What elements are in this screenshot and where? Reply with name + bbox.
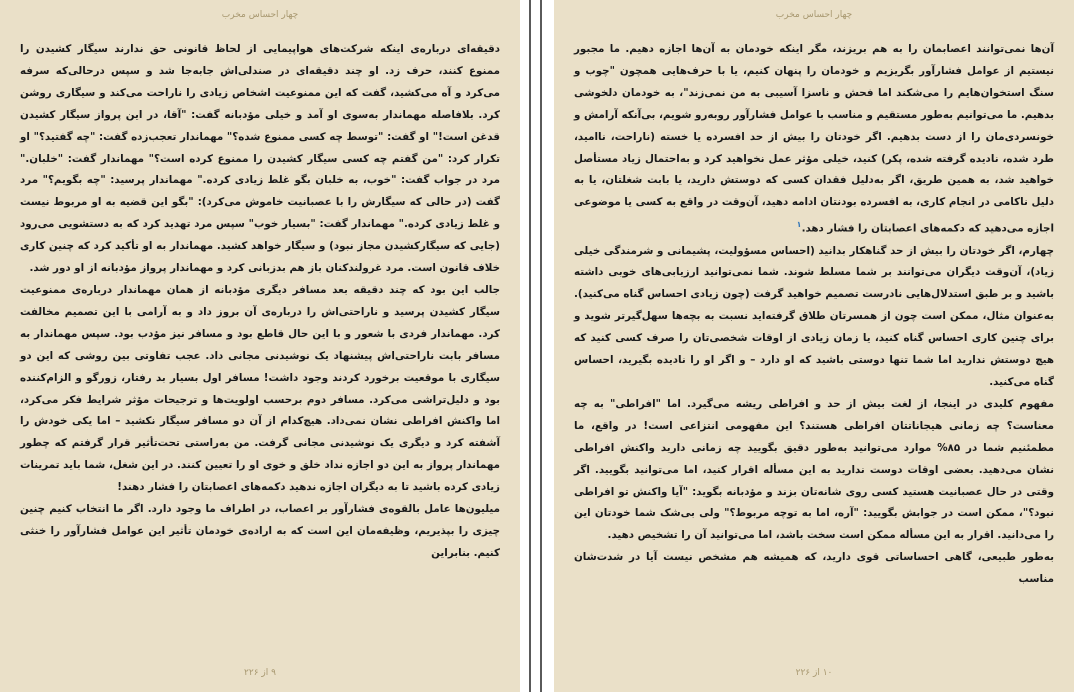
- page-number: ۱۰ از ۲۲۶: [795, 668, 833, 678]
- paragraph: جالب این بود که چند دقیقه بعد مسافر دیگری مؤدبانه از همان مهماندار درباره‌ی ممنوعیت سیگار کشیدن پرسید و ناراحتی‌اش را درباره‌ی آن بروز داد و به آرامی با این تصمیم مخالفت کرد. مهماندار فردی با شعور و با این حال قاطع بود و مسافر نیز مؤدب بود. سپس مهماندار به مسافر بابت ناراحتی‌اش پیشنهاد یک نوشیدنی مجانی داد. عجب تفاوتی بین روشی که این دو سیگاری با موقعیت برخورد کردند وجود داشت! مسافر اول بسیار بد رفتار، زورگو و الزام‌کننده بود و دلیل‌تراشی می‌کرد. مسافر دوم برحسب اولویت‌ها و ترجیحات مؤثر شرایط فکر می‌کرد، اما واکنش افراطی نشان نمی‌داد. هیچ‌کدام از آن دو مسافر سیگار نکشید – اما یکی خودش را آشفته کرد و دیگری یک نوشیدنی مجانی گرفت. من به‌راستی تحت‌تأثیر قرار گرفتم که چطور مهماندار پرواز به این دو اجازه نداد خلق و خوی او را تعیین کنند. در این شغل، شما باید تمرینات زیادی کرده باشید تا به دیگران اجازه ندهید دکمه‌های اعصابتان را فشار دهند!: [20, 283, 500, 494]
- footnote-link[interactable]: ۱: [796, 220, 802, 230]
- paragraph: [574, 39, 1054, 241]
- page-header: چهار احساس مخرب: [221, 10, 299, 20]
- paragraph: میلیون‌ها عامل بالقوه‌ی فشارآور بر اعصاب، در اطراف ما وجود دارد. اگر ما انتخاب کنیم چنین چیزی را بپذیریم، وظیفه‌مان این است که به اراده‌ی خودمان تأثیر این عوامل فشارآور را خنثی کنیم. بنابراین: [20, 503, 500, 559]
- paragraph: مفهوم کلیدی در اینجا، از لغت بیش از حد و افراطی ریشه می‌گیرد. اما "افراطی" به چه معناست؟ چه زمانی هیجاناتتان افراطی هستند؟ این مفهومی انتزاعی است! در واقع، ما مطمئنیم شما در ۸۵% موارد می‌توانید به‌طور دقیق بگویید چه زمانی دارید واکنش افراطی نشان می‌دهید. بعضی اوقات دوست ندارید به این مسأله اقرار کنید، اما می‌توانید بگویید. اگر وقتی در حال عصبانیت هستید کسی روی شانه‌تان بزند و مؤدبانه بگوید: "آیا واکنش تو افراطی نبود؟"، ممکن است در جوابش بگویید: "آره، اما به توچه مربوط؟" ولی بی‌شک شما خودتان این را می‌دانید. اقرار به این مسأله ممکن است سخت باشد، اما می‌توانید آن را تشخیص دهید.: [574, 397, 1054, 542]
- paragraph-text: آن‌ها نمی‌توانند اعصابمان را به هم بریزند، مگر اینکه خودمان به آن‌ها اجازه دهیم. ما مجبور نیستیم از عوامل فشارآور بگریزیم و خودمان را پنهان کنیم، یا با حرف‌هایی همچون "چوب و سنگ استخوان‌هایم را می‌شکند اما فحش و ناسزا آسیبی به من نمی‌زند"، به خودمان دلخوشی بدهیم. ما می‌توانیم به‌طور مستقیم و مناسب با عوامل فشارآور روبه‌رو شویم، بی‌آنکه آرامش و خونسردی‌مان را از دست بدهیم. اگر خودتان را بیش از حد افسرده یا خسته (ناراحت، ناامید، طرد شده، نادیده گرفته شده، پکر) کنید، خیلی مؤثر عمل نخواهید کرد و به‌احتمال زیاد مستأصل خواهید شد، به همین طریق، اگر به‌دلیل فقدان کسی که دوستش دارید، یا بابت شغلتان، یا به دلیل ناکامی در انجام کاری، به افسرده بودنتان ادامه دهید، آن‌وقت در واقع به کسی یا موضوعی اجازه می‌دهید که دکمه‌های اعصابتان را فشار دهد.: [574, 43, 1054, 235]
- paragraph: به‌طور طبیعی، گاهی احساساتی قوی دارید، که همیشه هم مشخص نیست آیا در شدت‌شان مناسب: [574, 551, 1054, 586]
- right-page: [554, 0, 1074, 692]
- paragraph: چهارم، اگر خودتان را بیش از حد گناهکار بدانید (احساس مسؤولیت، پشیمانی و شرمندگی خیلی زیاد)، آن‌وقت دیگران می‌توانند بر شما مسلط شوند. شما نمی‌توانید ارزیابی‌های خوبی داشته باشید و بر طبق استدلال‌هایی نادرست تصمیم خواهید گرفت (چون زیادی احساس گناه می‌کنید). به‌عنوان مثال، ممکن است چون از همسرتان طلاق گرفته‌اید نسبت به بچه‌ها سهل‌گیرتر شوید و برای چنین کاری احساس گناه کنید، یا زمان زیادی از اوقات شخصی‌تان را صرف کسی کنید که هیچ دوستش ندارید اما شما تنها دوستی باشید که او دارد – و اگر او را نادیده بگیرید، احساس گناه می‌کنید.: [574, 244, 1054, 389]
- page-divider: [526, 0, 548, 692]
- page-body: [574, 39, 1054, 591]
- paragraph: دقیقه‌ای درباره‌ی اینکه شرکت‌های هواپیمایی از لحاظ قانونی حق ندارند سیگار کشیدن را ممنوع کنند، حرف زد. او چند دقیقه‌ای در صندلی‌اش جابه‌جا شد و سپس درحالی‌که سرفه می‌کرد و آه می‌کشید، گفت که این ممنوعیت اشخاص زیادی را ناراحت می‌کند و سیگاری روشن کرد. بلافاصله مهماندار به‌سوی او آمد و خیلی مؤدبانه گفت: "آقا، در این پرواز سیگار کشیدن قدغن است!" او گفت: "توسط چه کسی ممنوع شده؟" مهماندار تعجب‌زده گفت: "چه گفتید؟" او تکرار کرد: "من گفتم چه کسی سیگار کشیدن را ممنوع کرده است؟" مهماندار گفت: "خلبان." مرد در جواب گفت: "خوب، به خلبان بگو غلط زیادی کرده." مهماندار پرسید: "چه بگویم؟" مرد گفت (در حالی که سیگارش را با عصبانیت خاموش می‌کرد): "بگو این قضیه به او مربوط نیست و غلط زیادی کرده." مهماندار گفت: "بسیار خوب" سپس مرد تهدید کرد که به دستشویی می‌رود (جایی که سیگارکشیدن مجاز نبود) و سیگار خواهد کشید. مهماندار به او تأکید کرد که چنین کاری خلاف قانون است. مرد غرولندکنان باز هم بدزبانی کرد و مهماندار پرواز مؤدبانه از او دور شد.: [20, 43, 500, 275]
- page-number: ۹ از ۲۲۶: [244, 668, 276, 678]
- left-page: [0, 0, 520, 692]
- page-header: چهار احساس مخرب: [775, 10, 853, 20]
- page-body: [20, 39, 500, 565]
